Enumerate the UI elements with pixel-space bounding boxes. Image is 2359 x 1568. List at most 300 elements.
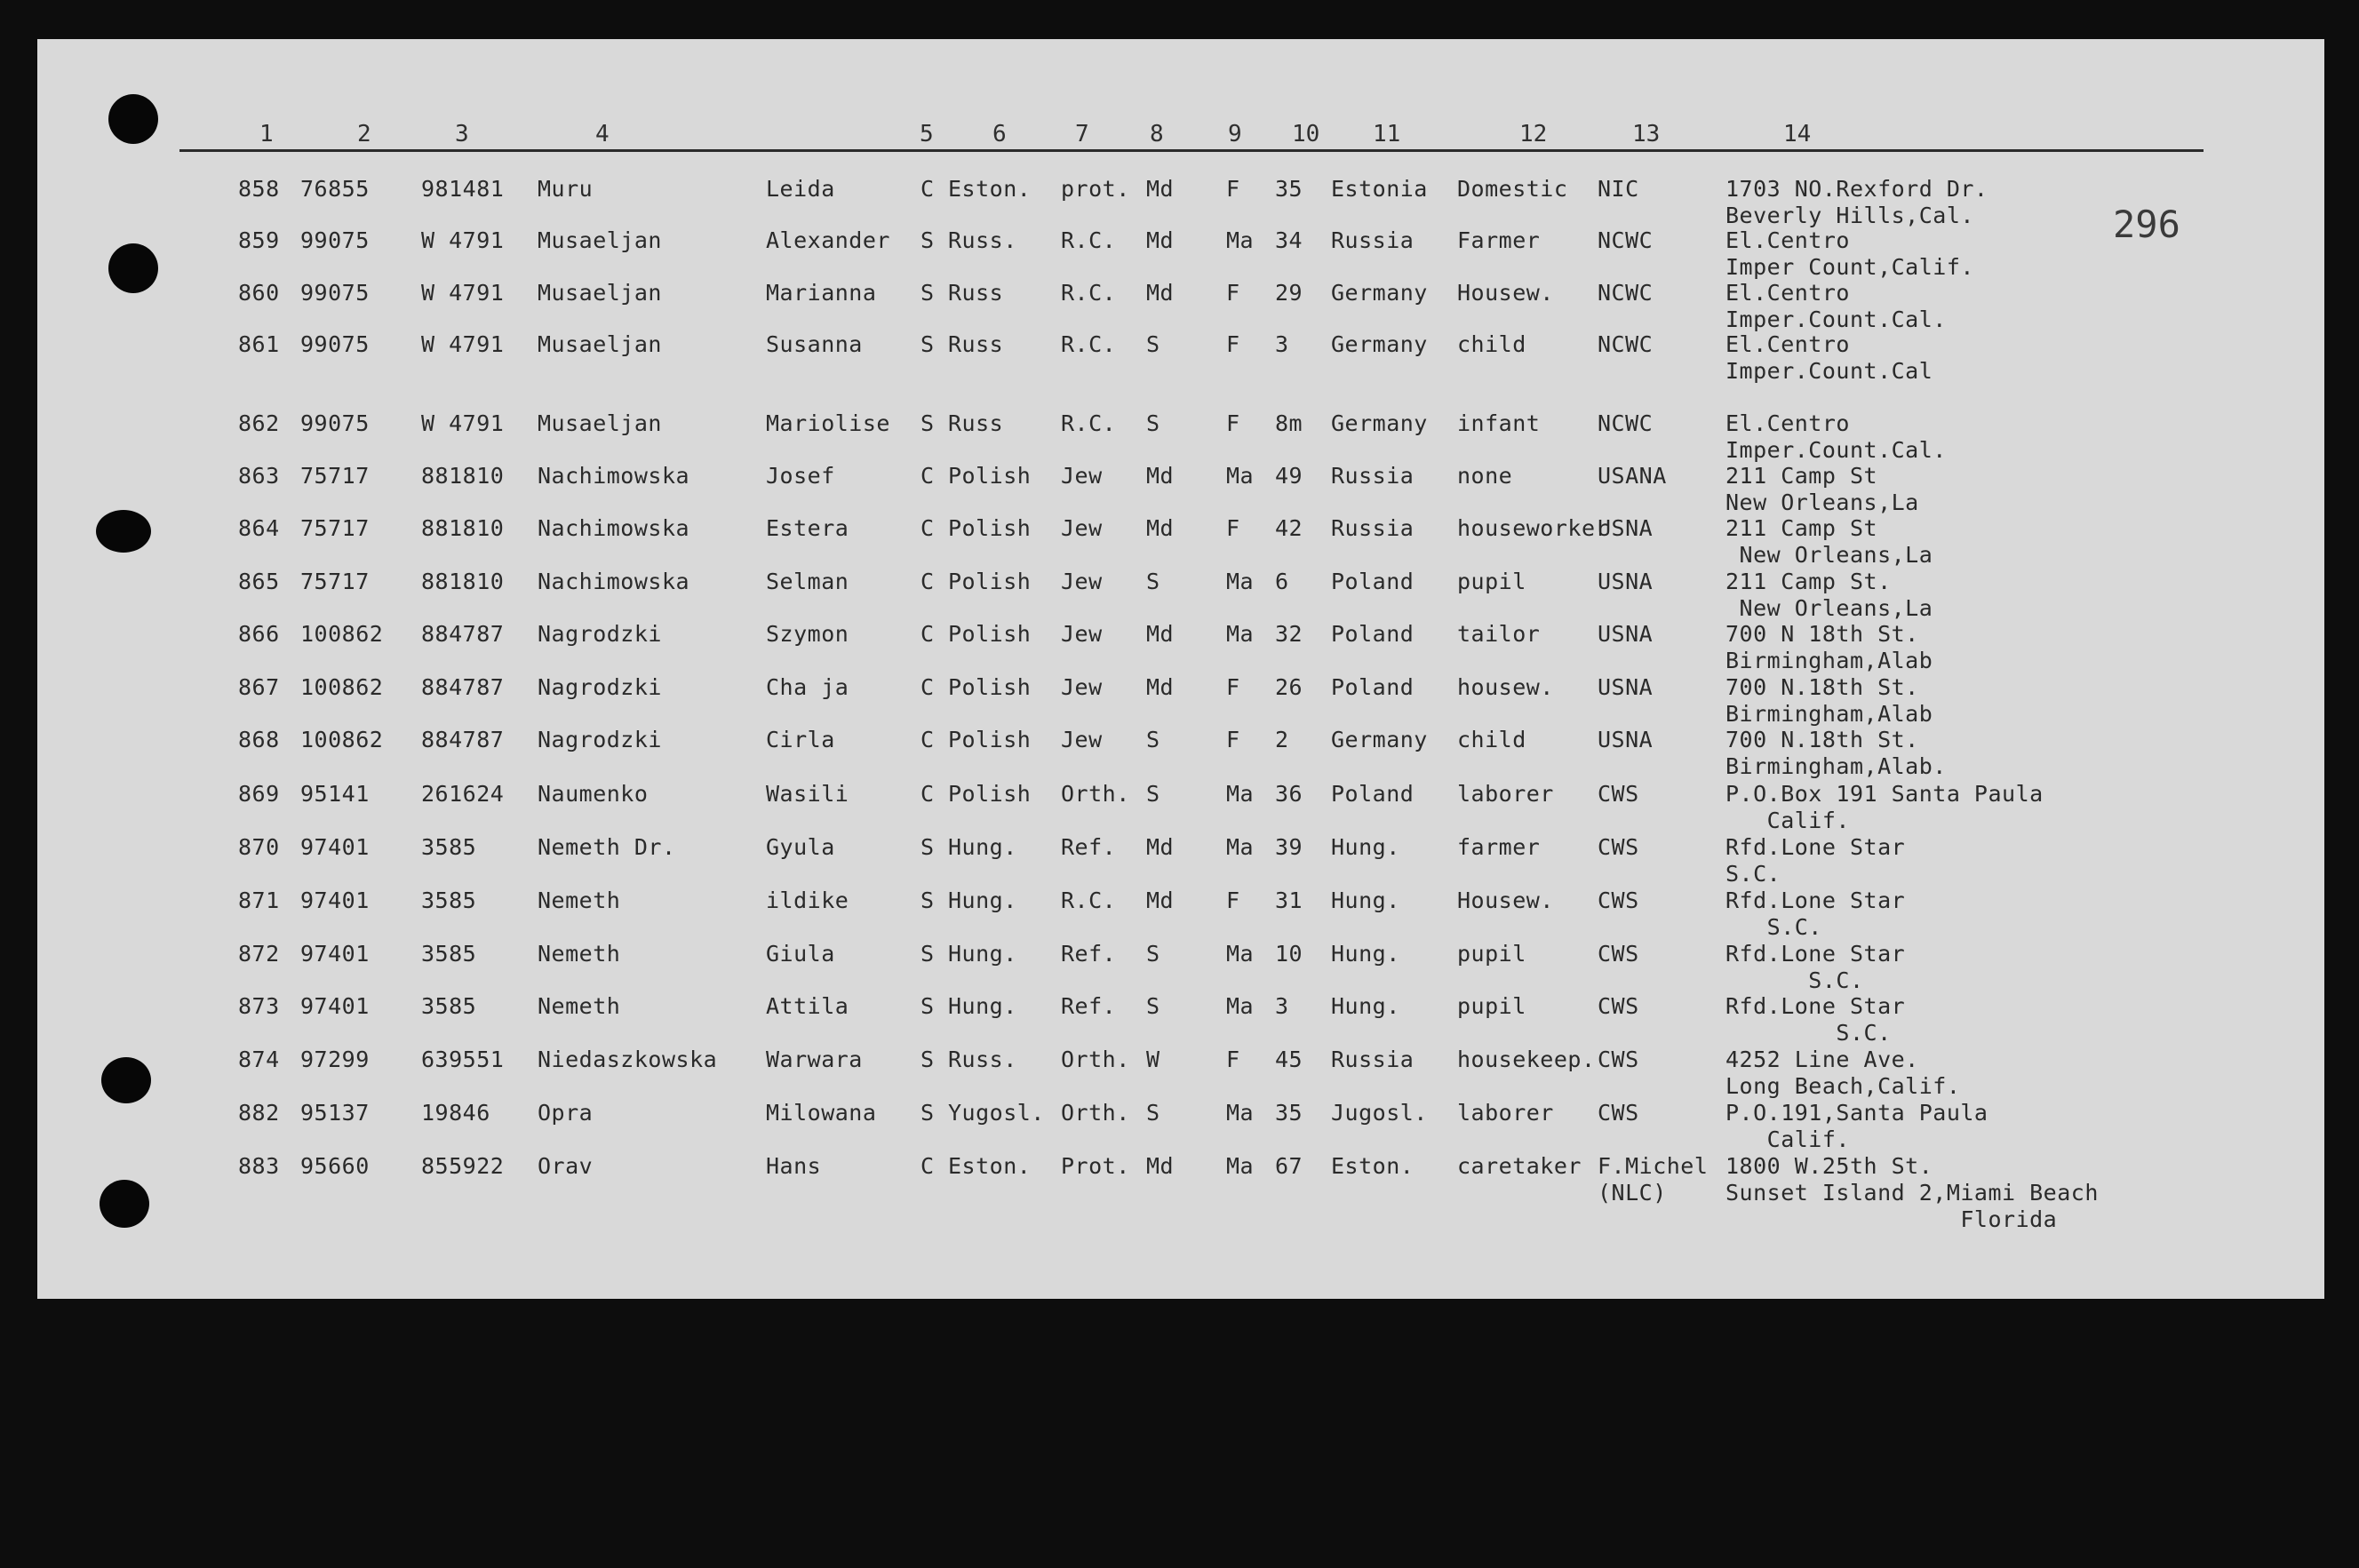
nationality: Russ <box>948 331 1004 357</box>
marital-status: S <box>1146 941 1160 967</box>
nationality: Polish <box>948 515 1032 541</box>
agency: CWS <box>1598 834 1639 860</box>
occupation: Domestic <box>1457 176 1568 202</box>
address: 1703 NO.Rexford Dr. Beverly Hills,Cal. <box>1725 176 1988 228</box>
surname: Opra <box>538 1100 594 1126</box>
status-code: S <box>920 1047 935 1072</box>
age: 2 <box>1275 727 1289 752</box>
religion: Jew <box>1061 515 1103 541</box>
document-number: 855922 <box>421 1153 505 1179</box>
religion: Jew <box>1061 569 1103 594</box>
surname: Musaeljan <box>538 227 662 253</box>
religion: Jew <box>1061 621 1103 647</box>
address: 700 N.18th St. Birmingham,Alab <box>1725 674 1933 727</box>
column-number: 7 <box>1075 121 1089 147</box>
marital-status: Md <box>1146 887 1175 913</box>
occupation: Housew. <box>1457 887 1554 913</box>
status-code: C <box>920 727 935 752</box>
entry-number: 873 <box>238 993 280 1019</box>
occupation: Housew. <box>1457 280 1554 306</box>
case-number: 97299 <box>300 1047 370 1072</box>
nationality: Hung. <box>948 941 1017 967</box>
given-name: Estera <box>766 515 849 541</box>
address: 700 N.18th St. Birmingham,Alab. <box>1725 727 1947 779</box>
column-number: 11 <box>1373 121 1401 147</box>
age: 8m <box>1275 410 1303 436</box>
sex: F <box>1226 674 1240 700</box>
sex: Ma <box>1226 834 1255 860</box>
occupation: child <box>1457 331 1526 357</box>
given-name: Selman <box>766 569 849 594</box>
country-of-birth: Germany <box>1331 410 1428 436</box>
religion: Ref. <box>1061 941 1117 967</box>
surname: Musaeljan <box>538 410 662 436</box>
status-code: S <box>920 1100 935 1126</box>
age: 32 <box>1275 621 1303 647</box>
occupation: housekeep. <box>1457 1047 1596 1072</box>
country-of-birth: Jugosl. <box>1331 1100 1428 1126</box>
agency: USANA <box>1598 463 1667 489</box>
age: 36 <box>1275 781 1303 807</box>
nationality: Russ. <box>948 227 1017 253</box>
case-number: 95137 <box>300 1100 370 1126</box>
religion: R.C. <box>1061 410 1117 436</box>
document-number: 639551 <box>421 1047 505 1072</box>
page-number: 296 <box>2113 203 2180 246</box>
nationality: Polish <box>948 621 1032 647</box>
given-name: Cha ja <box>766 674 849 700</box>
case-number: 75717 <box>300 569 370 594</box>
entry-number: 862 <box>238 410 280 436</box>
document-number: 884787 <box>421 674 505 700</box>
age: 35 <box>1275 176 1303 202</box>
case-number: 75717 <box>300 515 370 541</box>
given-name: Wasili <box>766 781 849 807</box>
nationality: Hung. <box>948 834 1017 860</box>
entry-number: 874 <box>238 1047 280 1072</box>
marital-status: S <box>1146 1100 1160 1126</box>
sex: Ma <box>1226 1153 1255 1179</box>
occupation: pupil <box>1457 993 1526 1019</box>
case-number: 100862 <box>300 674 384 700</box>
occupation: housew. <box>1457 674 1554 700</box>
given-name: Warwara <box>766 1047 863 1072</box>
sex: F <box>1226 1047 1240 1072</box>
occupation: laborer <box>1457 1100 1554 1126</box>
marital-status: Md <box>1146 176 1175 202</box>
address: P.O.191,Santa Paula Calif. <box>1725 1100 1988 1152</box>
marital-status: S <box>1146 993 1160 1019</box>
column-number: 14 <box>1783 121 1812 147</box>
agency: USNA <box>1598 727 1654 752</box>
given-name: Marianna <box>766 280 877 306</box>
entry-number: 867 <box>238 674 280 700</box>
case-number: 97401 <box>300 834 370 860</box>
entry-number: 871 <box>238 887 280 913</box>
status-code: C <box>920 515 935 541</box>
status-code: C <box>920 463 935 489</box>
status-code: S <box>920 410 935 436</box>
punch-hole <box>108 243 158 293</box>
column-number: 10 <box>1292 121 1320 147</box>
given-name: Szymon <box>766 621 849 647</box>
occupation: houseworker <box>1457 515 1610 541</box>
surname: Nagrodzki <box>538 727 662 752</box>
nationality: Polish <box>948 727 1032 752</box>
agency: CWS <box>1598 887 1639 913</box>
header-rule <box>179 149 2204 152</box>
given-name: Cirla <box>766 727 835 752</box>
surname: Musaeljan <box>538 331 662 357</box>
sex: Ma <box>1226 463 1255 489</box>
surname: Niedaszkowska <box>538 1047 718 1072</box>
entry-number: 864 <box>238 515 280 541</box>
entry-number: 870 <box>238 834 280 860</box>
given-name: Alexander <box>766 227 890 253</box>
sex: Ma <box>1226 227 1255 253</box>
marital-status: Md <box>1146 280 1175 306</box>
address: Rfd.Lone Star S.C. <box>1725 834 1906 887</box>
address: 1800 W.25th St. Sunset Island 2,Miami Beach Florida <box>1725 1153 2099 1232</box>
nationality: Russ. <box>948 1047 1017 1072</box>
nationality: Eston. <box>948 176 1032 202</box>
religion: Jew <box>1061 463 1103 489</box>
document-number: 3585 <box>421 993 477 1019</box>
agency: NIC <box>1598 176 1639 202</box>
marital-status: S <box>1146 781 1160 807</box>
status-code: S <box>920 280 935 306</box>
agency: USNA <box>1598 569 1654 594</box>
country-of-birth: Germany <box>1331 331 1428 357</box>
occupation: Farmer <box>1457 227 1541 253</box>
country-of-birth: Hung. <box>1331 941 1400 967</box>
sex: Ma <box>1226 781 1255 807</box>
entry-number: 868 <box>238 727 280 752</box>
religion: R.C. <box>1061 227 1117 253</box>
country-of-birth: Germany <box>1331 280 1428 306</box>
marital-status: Md <box>1146 227 1175 253</box>
marital-status: Md <box>1146 834 1175 860</box>
surname: Muru <box>538 176 594 202</box>
status-code: S <box>920 331 935 357</box>
age: 10 <box>1275 941 1303 967</box>
country-of-birth: Hung. <box>1331 834 1400 860</box>
marital-status: S <box>1146 410 1160 436</box>
address: Rfd.Lone Star S.C. <box>1725 887 1906 940</box>
occupation: laborer <box>1457 781 1554 807</box>
address: El.Centro Imper.Count.Cal. <box>1725 410 1947 463</box>
agency: NCWC <box>1598 410 1654 436</box>
sex: F <box>1226 331 1240 357</box>
address: 211 Camp St New Orleans,La <box>1725 463 1919 515</box>
address: Rfd.Lone Star S.C. <box>1725 993 1906 1046</box>
age: 3 <box>1275 993 1289 1019</box>
country-of-birth: Estonia <box>1331 176 1428 202</box>
case-number: 76855 <box>300 176 370 202</box>
document-number: W 4791 <box>421 331 505 357</box>
agency: NCWC <box>1598 331 1654 357</box>
document-number: 881810 <box>421 569 505 594</box>
entry-number: 860 <box>238 280 280 306</box>
agency: CWS <box>1598 1100 1639 1126</box>
given-name: Mariolise <box>766 410 890 436</box>
nationality: Yugosl. <box>948 1100 1045 1126</box>
status-code: C <box>920 1153 935 1179</box>
agency: F.Michel (NLC) <box>1598 1153 1709 1206</box>
nationality: Polish <box>948 463 1032 489</box>
surname: Musaeljan <box>538 280 662 306</box>
age: 42 <box>1275 515 1303 541</box>
status-code: S <box>920 834 935 860</box>
religion: Jew <box>1061 674 1103 700</box>
column-number: 13 <box>1632 121 1661 147</box>
agency: CWS <box>1598 941 1639 967</box>
agency: NCWC <box>1598 280 1654 306</box>
age: 3 <box>1275 331 1289 357</box>
surname: Nemeth <box>538 993 621 1019</box>
given-name: Josef <box>766 463 835 489</box>
punch-hole <box>100 1180 149 1228</box>
sex: F <box>1226 176 1240 202</box>
agency: USNA <box>1598 621 1654 647</box>
document-number: 3585 <box>421 834 477 860</box>
religion: Ref. <box>1061 993 1117 1019</box>
nationality: Hung. <box>948 887 1017 913</box>
country-of-birth: Poland <box>1331 569 1415 594</box>
country-of-birth: Hung. <box>1331 887 1400 913</box>
punch-hole <box>96 510 151 553</box>
occupation: farmer <box>1457 834 1541 860</box>
religion: Orth. <box>1061 1100 1130 1126</box>
entry-number: 872 <box>238 941 280 967</box>
age: 26 <box>1275 674 1303 700</box>
nationality: Eston. <box>948 1153 1032 1179</box>
case-number: 99075 <box>300 331 370 357</box>
agency: CWS <box>1598 1047 1639 1072</box>
case-number: 99075 <box>300 410 370 436</box>
status-code: C <box>920 621 935 647</box>
age: 34 <box>1275 227 1303 253</box>
document-number: W 4791 <box>421 410 505 436</box>
surname: Nachimowska <box>538 569 690 594</box>
status-code: C <box>920 176 935 202</box>
agency: CWS <box>1598 781 1639 807</box>
agency: CWS <box>1598 993 1639 1019</box>
document-number: 3585 <box>421 887 477 913</box>
case-number: 95141 <box>300 781 370 807</box>
address: P.O.Box 191 Santa Paula Calif. <box>1725 781 2044 833</box>
address: El.Centro Imper Count,Calif. <box>1725 227 1974 280</box>
status-code: S <box>920 993 935 1019</box>
age: 35 <box>1275 1100 1303 1126</box>
occupation: caretaker <box>1457 1153 1582 1179</box>
sex: F <box>1226 280 1240 306</box>
column-number: 1 <box>259 121 274 147</box>
punch-hole <box>101 1057 151 1103</box>
religion: R.C. <box>1061 887 1117 913</box>
surname: Naumenko <box>538 781 649 807</box>
nationality: Russ <box>948 410 1004 436</box>
document-number: 261624 <box>421 781 505 807</box>
nationality: Polish <box>948 569 1032 594</box>
case-number: 95660 <box>300 1153 370 1179</box>
country-of-birth: Hung. <box>1331 993 1400 1019</box>
sex: F <box>1226 727 1240 752</box>
entry-number: 863 <box>238 463 280 489</box>
entry-number: 882 <box>238 1100 280 1126</box>
given-name: Susanna <box>766 331 863 357</box>
sex: F <box>1226 887 1240 913</box>
case-number: 75717 <box>300 463 370 489</box>
entry-number: 858 <box>238 176 280 202</box>
given-name: Gyula <box>766 834 835 860</box>
entry-number: 883 <box>238 1153 280 1179</box>
document-number: 19846 <box>421 1100 490 1126</box>
surname: Nemeth <box>538 887 621 913</box>
surname: Nagrodzki <box>538 621 662 647</box>
age: 49 <box>1275 463 1303 489</box>
document-sheet <box>37 39 2324 1299</box>
entry-number: 861 <box>238 331 280 357</box>
column-number: 12 <box>1519 121 1548 147</box>
occupation: child <box>1457 727 1526 752</box>
case-number: 99075 <box>300 280 370 306</box>
age: 31 <box>1275 887 1303 913</box>
document-number: 881810 <box>421 463 505 489</box>
agency: USNA <box>1598 674 1654 700</box>
agency: NCWC <box>1598 227 1654 253</box>
entry-number: 859 <box>238 227 280 253</box>
status-code: S <box>920 887 935 913</box>
occupation: pupil <box>1457 569 1526 594</box>
nationality: Russ <box>948 280 1004 306</box>
marital-status: S <box>1146 727 1160 752</box>
case-number: 97401 <box>300 941 370 967</box>
age: 6 <box>1275 569 1289 594</box>
case-number: 100862 <box>300 621 384 647</box>
sex: Ma <box>1226 569 1255 594</box>
status-code: C <box>920 781 935 807</box>
nationality: Polish <box>948 674 1032 700</box>
given-name: Leida <box>766 176 835 202</box>
nationality: Polish <box>948 781 1032 807</box>
address: Rfd.Lone Star S.C. <box>1725 941 1906 993</box>
country-of-birth: Eston. <box>1331 1153 1415 1179</box>
document-number: 884787 <box>421 727 505 752</box>
entry-number: 866 <box>238 621 280 647</box>
marital-status: Md <box>1146 621 1175 647</box>
case-number: 97401 <box>300 993 370 1019</box>
country-of-birth: Germany <box>1331 727 1428 752</box>
age: 39 <box>1275 834 1303 860</box>
document-number: 881810 <box>421 515 505 541</box>
religion: R.C. <box>1061 280 1117 306</box>
column-number: 9 <box>1228 121 1242 147</box>
sex: Ma <box>1226 941 1255 967</box>
status-code: C <box>920 569 935 594</box>
nationality: Hung. <box>948 993 1017 1019</box>
column-number: 2 <box>357 121 371 147</box>
address: 211 Camp St New Orleans,La <box>1725 515 1933 568</box>
country-of-birth: Poland <box>1331 781 1415 807</box>
religion: Orth. <box>1061 1047 1130 1072</box>
occupation: none <box>1457 463 1513 489</box>
country-of-birth: Russia <box>1331 1047 1415 1072</box>
surname: Nachimowska <box>538 515 690 541</box>
surname: Orav <box>538 1153 594 1179</box>
address: El.Centro Imper.Count.Cal. <box>1725 280 1947 332</box>
given-name: Giula <box>766 941 835 967</box>
marital-status: Md <box>1146 674 1175 700</box>
document-number: 884787 <box>421 621 505 647</box>
religion: Jew <box>1061 727 1103 752</box>
age: 67 <box>1275 1153 1303 1179</box>
entry-number: 865 <box>238 569 280 594</box>
religion: Ref. <box>1061 834 1117 860</box>
agency: USNA <box>1598 515 1654 541</box>
column-number: 5 <box>920 121 934 147</box>
religion: prot. <box>1061 176 1130 202</box>
column-number: 4 <box>595 121 610 147</box>
marital-status: Md <box>1146 515 1175 541</box>
marital-status: Md <box>1146 1153 1175 1179</box>
status-code: S <box>920 941 935 967</box>
surname: Nagrodzki <box>538 674 662 700</box>
religion: Prot. <box>1061 1153 1130 1179</box>
given-name: Attila <box>766 993 849 1019</box>
sex: F <box>1226 410 1240 436</box>
country-of-birth: Russia <box>1331 515 1415 541</box>
given-name: Hans <box>766 1153 822 1179</box>
address: El.Centro Imper.Count.Cal <box>1725 331 1933 384</box>
surname: Nemeth Dr. <box>538 834 676 860</box>
address: 4252 Line Ave. Long Beach,Calif. <box>1725 1047 1961 1099</box>
religion: Orth. <box>1061 781 1130 807</box>
entry-number: 869 <box>238 781 280 807</box>
document-number: 981481 <box>421 176 505 202</box>
occupation: tailor <box>1457 621 1541 647</box>
marital-status: S <box>1146 331 1160 357</box>
address: 211 Camp St. New Orleans,La <box>1725 569 1933 621</box>
surname: Nachimowska <box>538 463 690 489</box>
age: 29 <box>1275 280 1303 306</box>
address: 700 N 18th St. Birmingham,Alab <box>1725 621 1933 673</box>
marital-status: Md <box>1146 463 1175 489</box>
country-of-birth: Poland <box>1331 621 1415 647</box>
sex: Ma <box>1226 1100 1255 1126</box>
document-number: W 4791 <box>421 280 505 306</box>
age: 45 <box>1275 1047 1303 1072</box>
punch-hole <box>108 94 158 144</box>
case-number: 97401 <box>300 887 370 913</box>
marital-status: W <box>1146 1047 1160 1072</box>
country-of-birth: Russia <box>1331 227 1415 253</box>
given-name: ildike <box>766 887 849 913</box>
column-number: 3 <box>455 121 469 147</box>
country-of-birth: Poland <box>1331 674 1415 700</box>
occupation: infant <box>1457 410 1541 436</box>
column-number: 8 <box>1150 121 1164 147</box>
country-of-birth: Russia <box>1331 463 1415 489</box>
status-code: C <box>920 674 935 700</box>
marital-status: S <box>1146 569 1160 594</box>
case-number: 100862 <box>300 727 384 752</box>
case-number: 99075 <box>300 227 370 253</box>
sex: F <box>1226 515 1240 541</box>
sex: Ma <box>1226 621 1255 647</box>
surname: Nemeth <box>538 941 621 967</box>
occupation: pupil <box>1457 941 1526 967</box>
